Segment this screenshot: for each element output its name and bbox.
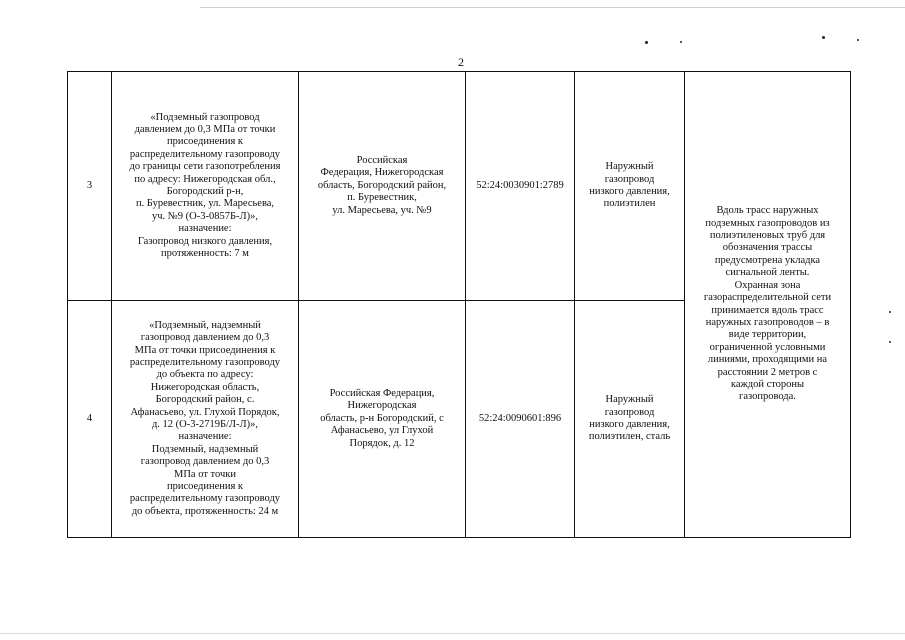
pipeline-type: Наружный газопровод низкого давления, полиэтилен, сталь [575,301,685,538]
gas-pipeline-table [67,71,851,538]
row-number: 3 [68,72,112,301]
object-address: Российская Федерация, Нижегородская область, р-н Богородский, с Афанасьево, ул Глухой Порядок, д. 12 [299,301,466,538]
scan-speck [889,311,891,313]
cadastral-number: 52:24:0090601:896 [466,301,575,538]
row-number: 4 [68,301,112,538]
page-number: 2 [458,55,464,69]
table-row [68,72,851,301]
object-description: «Подземный, надземный газопровод давлением до 0,3 МПа от точки присоединения к распределительному газопроводу до объекта по адресу: Нижегородская область, Богородский район, с. Афанасьево, ул. Глухой Порядок, д. 12 (О-3-2719Б/Л-Л)», назначение: Подземный, надземный газопровод давлением до 0,3 МПа от точки присоединения к распределительному газопроводу до объекта, протяженность: 24 м [112,301,299,538]
scan-speck [680,41,682,43]
scan-bottom-line [0,633,905,634]
protection-zone-description: Вдоль трасс наружных подземных газопроводов из полиэтиленовых труб для обозначения трассы предусмотрена укладка сигнальной ленты. Охранная зона газораспределительной сети принимается вдоль трасс наружных газопроводов – в виде территории, ограниченной условными линиями, проходящими на расстоянии 2 метров с каждой стороны газопровода. [685,72,851,538]
scan-speck [857,39,859,41]
object-address: Российская Федерация, Нижегородская область, Богородский район, п. Буревестник, ул. Маресьева, уч. №9 [299,72,466,301]
scan-speck [822,36,825,39]
object-description: «Подземный газопровод давлением до 0,3 МПа от точки присоединения к распределительному газопроводу до границы сети газопотребления по адресу: Нижегородская обл., Богородский р-н, п. Буревестник, ул. Маресьева, уч. №9 (О-3-0857Б-Л)», назначение: Газопровод низкого давления, протяженность: 7 м [112,72,299,301]
scan-speck [889,341,891,343]
scan-speck [645,41,648,44]
scan-edge-line [200,7,905,8]
pipeline-type: Наружный газопровод низкого давления, полиэтилен [575,72,685,301]
cadastral-number: 52:24:0030901:2789 [466,72,575,301]
